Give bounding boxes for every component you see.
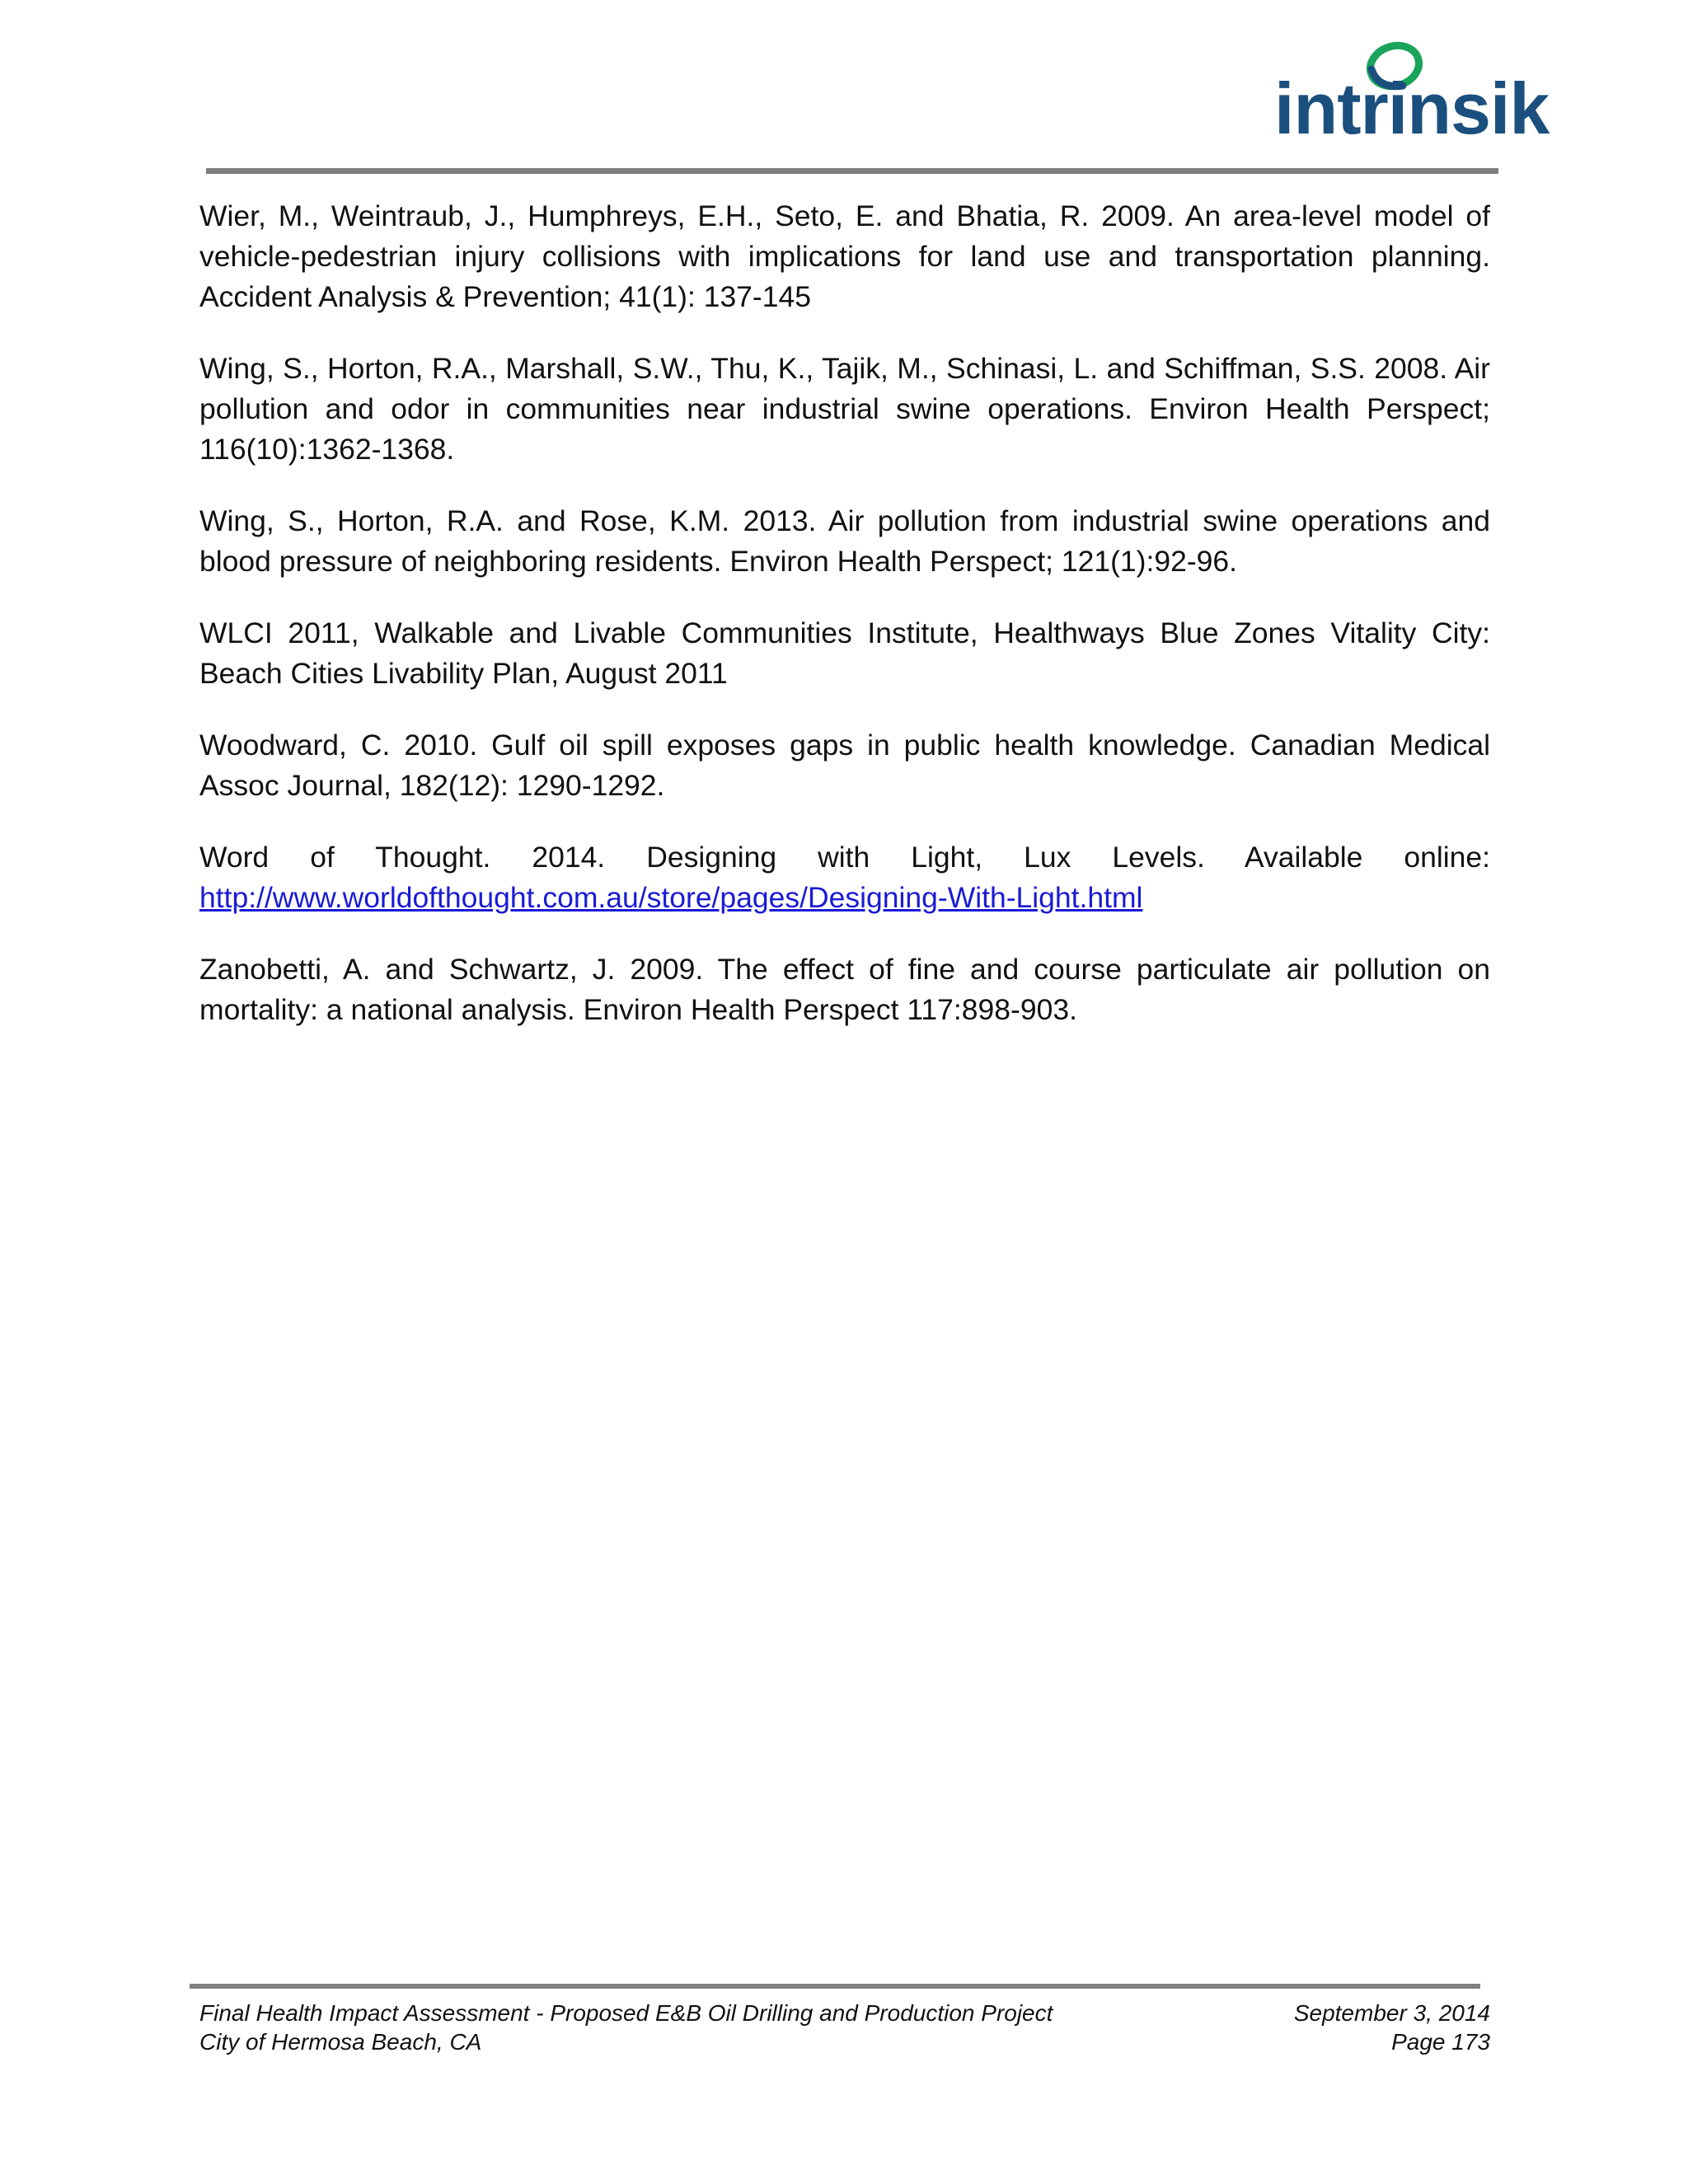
footer-date: September 3, 2014 <box>1293 2000 1490 2026</box>
reference-item: Wing, S., Horton, R.A. and Rose, K.M. 2013. Air pollution from industrial swine operations and blood pressure of neighboring residents. Environ Health Perspect; 121(1):92-96. <box>199 504 1490 578</box>
reference-item: Wier, M., Weintraub, J., Humphreys, E.H., Seto, E. and Bhatia, R. 2009. An area-level model of vehicle-pedestrian injury collisions with implications for land use and transportation planning. Accident Analysis & Prevention; 41(1): 137-145 <box>199 199 1490 313</box>
reference-link[interactable]: http://www.worldofthought.com.au/store/pages/Designing-With-Light.html <box>199 881 1143 914</box>
footer-title: Final Health Impact Assessment - Proposed E&B Oil Drilling and Production Project <box>199 2000 1053 2026</box>
header-divider <box>206 168 1498 174</box>
page-footer <box>199 1999 1490 2056</box>
reference-item: Zanobetti, A. and Schwartz, J. 2009. The effect of fine and course particulate air pollution on mortality: a national analysis. Environ Health Perspect 117:898-903. <box>199 953 1490 1026</box>
reference-text: Word of Thought. 2014. Designing with Light, Lux Levels. Available online: <box>199 841 1490 874</box>
intrinsik-logo <box>1269 30 1550 153</box>
reference-item: Woodward, C. 2010. Gulf oil spill exposes gaps in public health knowledge. Canadian Medical Assoc Journal, 182(12): 1290-1292. <box>199 729 1490 802</box>
reference-item: WLCI 2011, Walkable and Livable Communities Institute, Healthways Blue Zones Vitality City: Beach Cities Livability Plan, August 2011 <box>199 616 1490 690</box>
reference-item: Wing, S., Horton, R.A., Marshall, S.W., Thu, K., Tajik, M., Schinasi, L. and Schiffman, S.S. 2008. Air pollution and odor in communities near industrial swine operations. Environ Health Perspect; 116(10):1362-1368. <box>199 352 1490 466</box>
footer-location: City of Hermosa Beach, CA <box>199 2029 482 2055</box>
reference-list <box>199 196 1490 1062</box>
logo-wordmark: intrinsik <box>1274 68 1550 149</box>
reference-item <box>199 837 1490 918</box>
footer-page-number: Page 173 <box>1391 2029 1490 2055</box>
footer-divider <box>190 1984 1480 1989</box>
